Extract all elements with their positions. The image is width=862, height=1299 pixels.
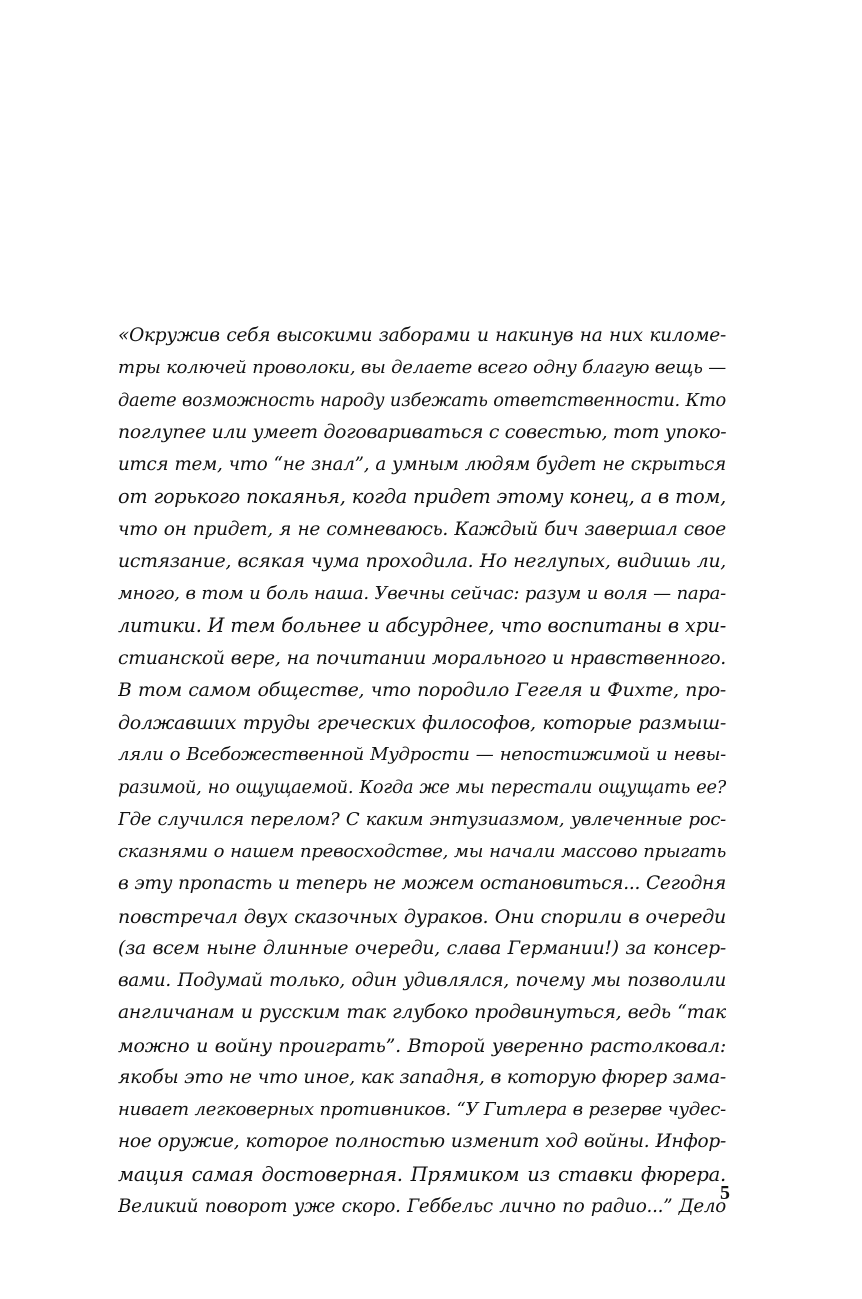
text-line: В том самом обществе, что породило Гегеля и Фихте, про- — [118, 679, 726, 701]
text-line: стианской вере, на почитании морального и нравственного. — [118, 647, 726, 669]
text-line: что он придет, я не сомневаюсь. Каждый бич завершал свое — [118, 518, 726, 540]
text-line: ляли о Всебожественной Мудрости — непостижимой и невы- — [118, 744, 726, 766]
text-line: якобы это не что иное, как западня, в которую фюрер зама- — [118, 1066, 726, 1088]
text-line: сказнями о нашем превосходстве, мы начали массово прыгать — [118, 841, 726, 862]
text-line: ится тем, что “не знал”, а умным людям будет не скрыться — [118, 454, 726, 475]
text-line: литики. И тем больнее и абсурднее, что воспитаны в хри- — [118, 614, 726, 638]
text-line: Где случился перелом? С каким энтузиазмом, увлеченные рос- — [118, 808, 726, 830]
text-line: тры колючей проволоки, вы делаете всего одну благую вещь — — [118, 357, 726, 379]
text-line: в эту пропасть и теперь не можем остановиться... Сегодня — [118, 873, 726, 895]
text-line: поглупее или умеет договариваться с совестью, тот упоко- — [118, 421, 726, 443]
text-line: ное оружие, которое полностью изменит ход войны. Инфор- — [118, 1131, 726, 1153]
text-line: даете возможность народу избежать ответственности. Кто — [118, 390, 726, 411]
text-line: повстречал двух сказочных дураков. Они спорили в очереди — [118, 905, 726, 928]
text-line: от горького покаянья, когда придет этому конец, а в том, — [118, 485, 726, 509]
text-line: разимой, но ощущаемой. Когда же мы перестали ощущать ее? — [118, 777, 726, 798]
body-text — [118, 320, 726, 1223]
text-line: вами. Подумай только, один удивлялся, почему мы позволили — [118, 970, 726, 991]
text-line: должавших труды греческих философов, которые размыш- — [118, 712, 726, 734]
text-line: много, в том и боль наша. Увечны сейчас: разум и воля — пара- — [118, 583, 726, 604]
text-line: «Окружив себя высокими заборами и накинув на них киломе- — [118, 325, 726, 346]
text-line: можно и войну проиграть”. Второй уверенно растолковал: — [118, 1034, 726, 1057]
text-line: мация самая достоверная. Прямиком из ставки фюрера. — [118, 1162, 726, 1186]
page-number: 5 — [720, 1182, 730, 1204]
text-line: истязание, всякая чума проходила. Но неглупых, видишь ли, — [118, 550, 726, 572]
text-line: нивает легковерных противников. “У Гитлера в резерве чудес- — [118, 1099, 726, 1120]
text-line: (за всем ныне длинные очереди, слава Германии!) за консер- — [118, 937, 726, 959]
text-line: Великий поворот уже скоро. Геббельс лично по радио...” Дело — [118, 1195, 726, 1217]
text-line: англичанам и русским так глубоко продвинуться, ведь “так — [118, 1002, 726, 1024]
